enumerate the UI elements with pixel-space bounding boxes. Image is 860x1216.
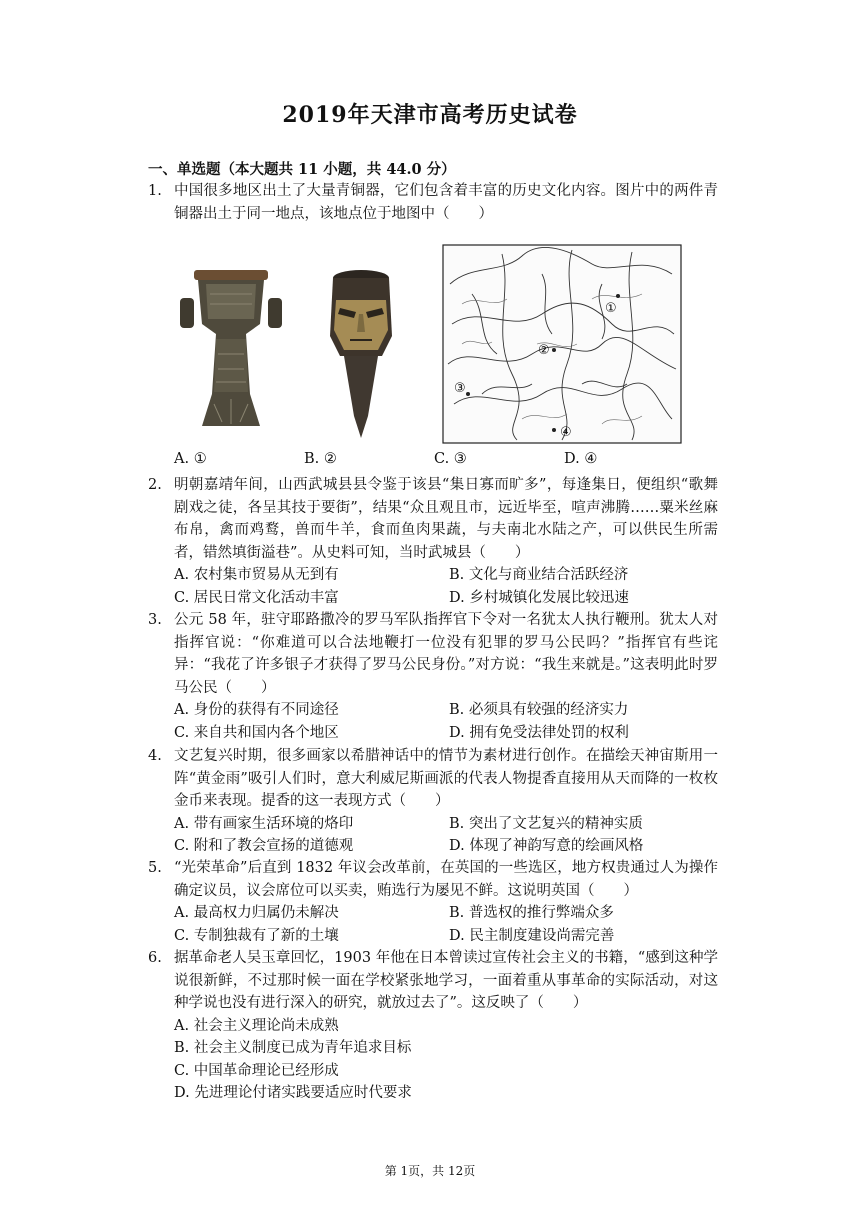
- question-5: [148, 857, 718, 947]
- question-text: “光荣革命”后直到 1832 年议会改革前，在英国的一些选区，地方权贵通过人为操作确定议员，议会席位可以买卖，贿选行为屡见不鲜。这说明英国（ ）: [174, 860, 718, 899]
- map-marker-2: ②: [538, 343, 550, 358]
- option-c[interactable]: C. 来自共和国内各个地区: [174, 724, 339, 741]
- map-marker-1: ①: [605, 301, 617, 316]
- question-options: [174, 564, 718, 609]
- option-b[interactable]: B. 必须具有较强的经济实力: [449, 702, 629, 718]
- option-b[interactable]: B. ②: [304, 451, 337, 467]
- option-d[interactable]: D. 体现了神韵写意的绘画风格: [449, 838, 644, 854]
- question-options: [174, 699, 718, 744]
- section-heading: 一、单选题（本大题共 11 小题，共 44.0 分）: [148, 161, 456, 178]
- question-number: 2.: [148, 477, 162, 493]
- question-text: 文艺复兴时期，很多画家以希腊神话中的情节为素材进行创作。在描绘天神宙斯用一阵“黄金雨”吸引人们时，意大利威尼斯画派的代表人物提香直接用从天而降的一枚枚金币来表现。提香的这一表现方式（ ）: [174, 748, 718, 809]
- question-2: [148, 474, 718, 609]
- question-number: 6.: [148, 950, 162, 966]
- option-c[interactable]: C. 专制独裁有了新的土壤: [174, 927, 339, 944]
- option-b[interactable]: B. 普选权的推行弊端众多: [449, 905, 614, 921]
- option-d[interactable]: D. 乡村城镇化发展比较迅速: [449, 589, 629, 606]
- option-d[interactable]: D. 民主制度建设尚需完善: [449, 927, 615, 944]
- question-1-figures: [176, 244, 696, 454]
- question-text: 据革命老人吴玉章回忆，1903 年他在日本曾读过宣传社会主义的书籍，“感到这种学说很新鲜，不过那时候一面在学校紧张地学习，一面着重从事革命的实际活动，对这种学说也没有进行深入的研究，就放过去了”。这反映了（ ）: [174, 950, 718, 1011]
- question-1-options: [174, 451, 694, 467]
- option-d[interactable]: D. 拥有免受法律处罚的权利: [449, 724, 629, 741]
- map-marker-3: ③: [454, 381, 466, 396]
- question-1: [148, 180, 718, 225]
- question-4: [148, 745, 718, 858]
- question-options: [174, 902, 718, 947]
- option-a[interactable]: A. ①: [174, 451, 207, 467]
- option-b[interactable]: B. 突出了文艺复兴的精神实质: [449, 815, 643, 832]
- question-text: 公元 58 年，驻守耶路撒冷的罗马军队指挥官下令对一名犹太人执行鞭刑。犹太人对指挥官说：“你难道可以合法地鞭打一位没有犯罪的罗马公民吗？”指挥官有些诧异：“我花了许多银子才获得了罗马公民身份。”对方说：“我生来就是。”这表明此时罗马公民（ ）: [174, 612, 718, 696]
- option-c[interactable]: C. ③: [434, 451, 467, 467]
- question-3: [148, 609, 718, 744]
- question-text: 中国很多地区出土了大量青铜器，它们包含着丰富的历史文化内容。图片中的两件青铜器出土于同一地点，该地点位于地图中（ ）: [174, 183, 718, 222]
- question-6: [148, 947, 718, 1105]
- bronze-vessel-image: [176, 264, 286, 434]
- option-a[interactable]: A. 最高权力归属仍未解决: [174, 905, 339, 921]
- option-a[interactable]: A. 社会主义理论尚未成熟: [174, 1017, 339, 1034]
- option-a[interactable]: A. 身份的获得有不同途径: [174, 702, 339, 718]
- page-title: 2019年天津市高考历史试卷: [282, 102, 578, 128]
- option-d[interactable]: D. 先进理论付诸实践要适应时代要求: [174, 1085, 412, 1101]
- option-d[interactable]: D. ④: [564, 451, 598, 467]
- option-c[interactable]: C. 附和了教会宣扬的道德观: [174, 838, 354, 854]
- question-options: [174, 813, 718, 858]
- bronze-head-image: [316, 266, 406, 441]
- map-marker-4: ④: [560, 425, 572, 440]
- option-a[interactable]: A. 农村集市贸易从无到有: [174, 567, 339, 583]
- option-b[interactable]: B. 文化与商业结合活跃经济: [449, 567, 629, 583]
- option-b[interactable]: B. 社会主义制度已成为青年追求目标: [174, 1040, 412, 1056]
- question-number: 4.: [148, 748, 162, 764]
- map-image: [442, 244, 682, 444]
- question-number: 3.: [148, 612, 162, 628]
- option-a[interactable]: A. 带有画家生活环境的烙印: [174, 815, 354, 832]
- option-c[interactable]: C. 居民日常文化活动丰富: [174, 589, 339, 606]
- question-number: 1.: [148, 183, 162, 199]
- question-options: [174, 1015, 718, 1105]
- option-c[interactable]: C. 中国革命理论已经形成: [174, 1062, 339, 1079]
- question-number: 5.: [148, 860, 162, 876]
- question-text: 明朝嘉靖年间，山西武城县县令鉴于该县“集日寡而旷多”，每逢集日，便组织“歌舞剧戏之徒，各呈其技于要街”，结果“众且观且市，远近毕至，喧声沸腾……粟米丝麻布帛，禽而鸡鹜，兽而牛羊，食而鱼肉果蔬，与夫南北水陆之产，可以供民生所需者，错然填街溢巷”。从史料可知，当时武城县（ ）: [174, 477, 718, 561]
- page-footer: 第 1页，共 12页: [384, 1164, 476, 1178]
